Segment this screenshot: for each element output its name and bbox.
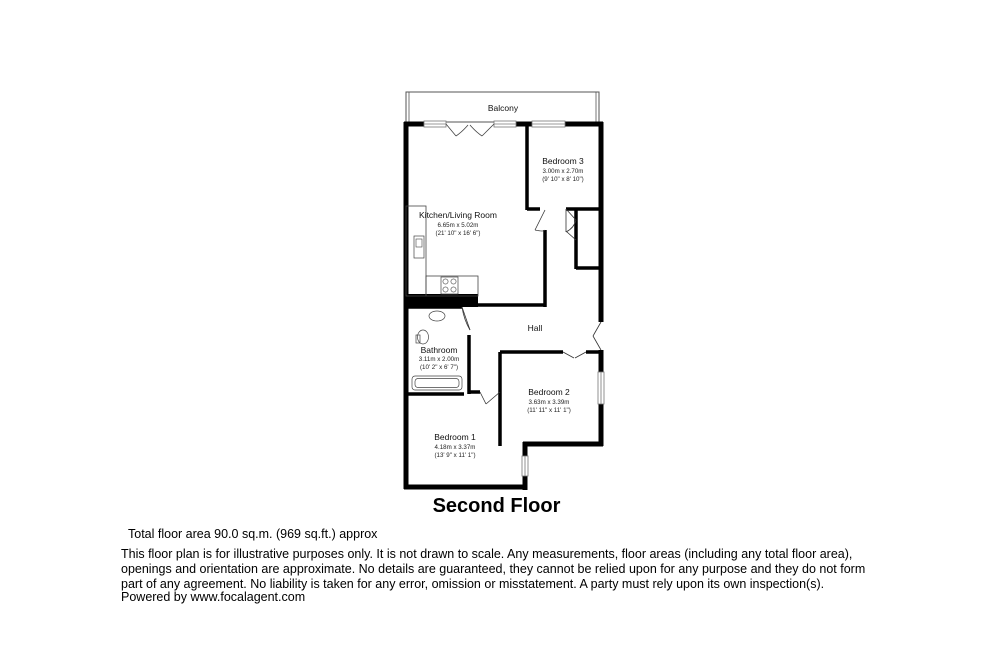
balcony-door [446, 124, 494, 136]
bedroom3-imperial: (9' 10" x 8' 10") [542, 176, 584, 183]
bedroom1-label: Bedroom 1 [434, 432, 476, 442]
floor-title: Second Floor [432, 495, 561, 517]
bedroom2-imperial: (11' 11" x 11' 1") [527, 407, 571, 414]
bathroom-label: Bathroom [420, 345, 458, 355]
hall-label: Hall [527, 323, 543, 333]
bathtub-icon [412, 376, 462, 390]
bedroom2-label: Bedroom 2 [528, 387, 570, 397]
balcony [406, 92, 599, 122]
total-floor-area: Total floor area 90.0 sq.m. (969 sq.ft.) approx [128, 527, 378, 541]
top-windows [424, 121, 565, 127]
bedroom3-metric: 3.00m x 2.70m [542, 168, 584, 175]
balcony-label: Balcony [487, 103, 519, 113]
bathroom-imperial: (10' 2" x 6' 7") [419, 364, 459, 371]
powered-by: Powered by www.focalagent.com [121, 590, 306, 604]
bedroom3-label: Bedroom 3 [542, 156, 584, 166]
bedroom1-imperial: (13' 9" x 11' 1") [434, 452, 476, 459]
kitchen-metric: 6.65m x 5.02m [437, 222, 479, 229]
bedroom2-metric: 3.63m x 3.39m [528, 399, 570, 406]
bedroom1-metric: 4.18m x 3.37m [434, 444, 476, 451]
kitchen-label: Kitchen/Living Room [419, 210, 497, 220]
kitchen-imperial: (21' 10" x 16' 6") [435, 230, 481, 237]
basin-icon [429, 311, 445, 321]
bathroom-metric: 3.11m x 2.00m [418, 356, 460, 363]
toilet-icon [418, 330, 429, 344]
disclaimer: This floor plan is for illustrative purposes only. It is not drawn to scale. Any measurements, floor areas (including any total floor area), openings and orientation are approximate. No details are guaranteed, they cannot be relied upon for any purpose and they do not form part of any agreement. No liability is taken for any error, omission or misstatement. A party must rely upon its own inspection(s). [121, 547, 866, 591]
